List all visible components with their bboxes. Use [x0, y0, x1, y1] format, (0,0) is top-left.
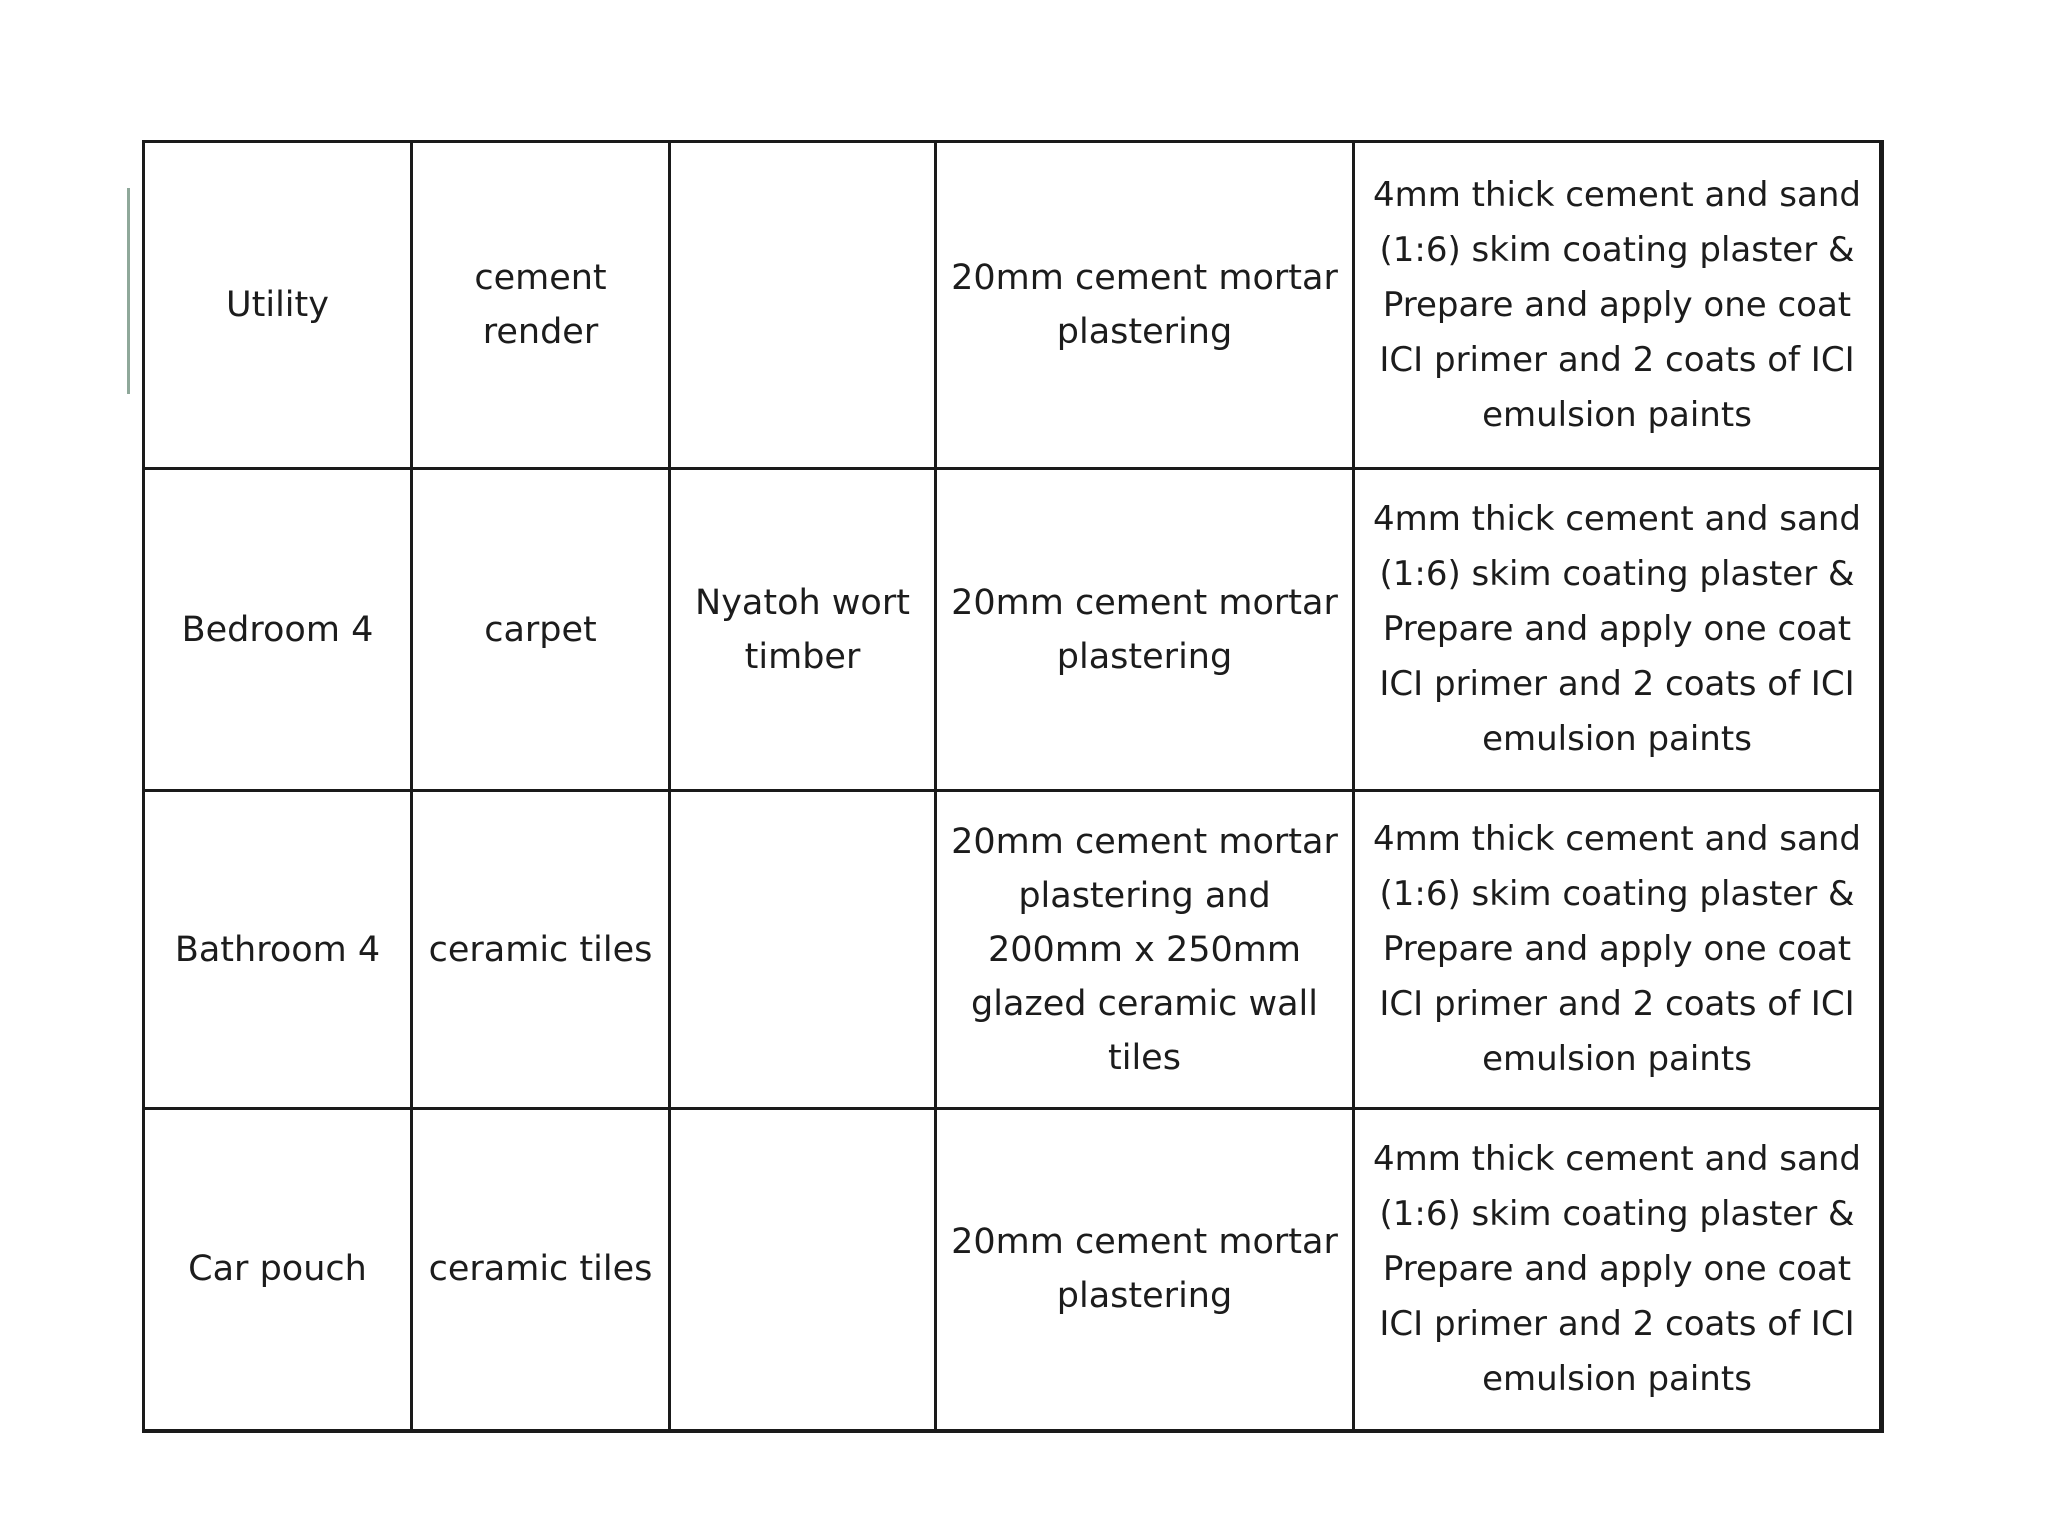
table-row: [144, 469, 1882, 791]
paint-finish-cell: 4mm thick cement and sand (1:6) skim coating plaster & Prepare and apply one coat ICI primer and 2 coats of ICI emulsion paints: [1354, 791, 1882, 1109]
paint-finish-cell: 4mm thick cement and sand (1:6) skim coating plaster & Prepare and apply one coat ICI primer and 2 coats of ICI emulsion paints: [1354, 1109, 1882, 1431]
paint-finish-cell: 4mm thick cement and sand (1:6) skim coating plaster & Prepare and apply one coat ICI primer and 2 coats of ICI emulsion paints: [1354, 142, 1882, 469]
floor-finish-cell: ceramic tiles: [412, 791, 670, 1109]
floor-finish-cell: carpet: [412, 469, 670, 791]
floor-finish-cell: ceramic tiles: [412, 1109, 670, 1431]
floor-finish-cell: cement render: [412, 142, 670, 469]
table-row: [144, 142, 1882, 469]
skirting-cell: [670, 791, 936, 1109]
room-cell: Utility: [144, 142, 412, 469]
slide-accent-line: [127, 188, 130, 394]
paint-finish-cell: 4mm thick cement and sand (1:6) skim coating plaster & Prepare and apply one coat ICI primer and 2 coats of ICI emulsion paints: [1354, 469, 1882, 791]
wall-finish-cell: 20mm cement mortar plastering and 200mm x 250mm glazed ceramic wall tiles: [936, 791, 1354, 1109]
wall-finish-cell: 20mm cement mortar plastering: [936, 1109, 1354, 1431]
room-cell: Bedroom 4: [144, 469, 412, 791]
skirting-cell: Nyatoh wort timber: [670, 469, 936, 791]
table-row: [144, 791, 1882, 1109]
room-cell: Bathroom 4: [144, 791, 412, 1109]
table-row: [144, 1109, 1882, 1431]
wall-finish-cell: 20mm cement mortar plastering: [936, 142, 1354, 469]
finishes-schedule-table: [142, 140, 1884, 1433]
skirting-cell: [670, 142, 936, 469]
wall-finish-cell: 20mm cement mortar plastering: [936, 469, 1354, 791]
skirting-cell: [670, 1109, 936, 1431]
room-cell: Car pouch: [144, 1109, 412, 1431]
